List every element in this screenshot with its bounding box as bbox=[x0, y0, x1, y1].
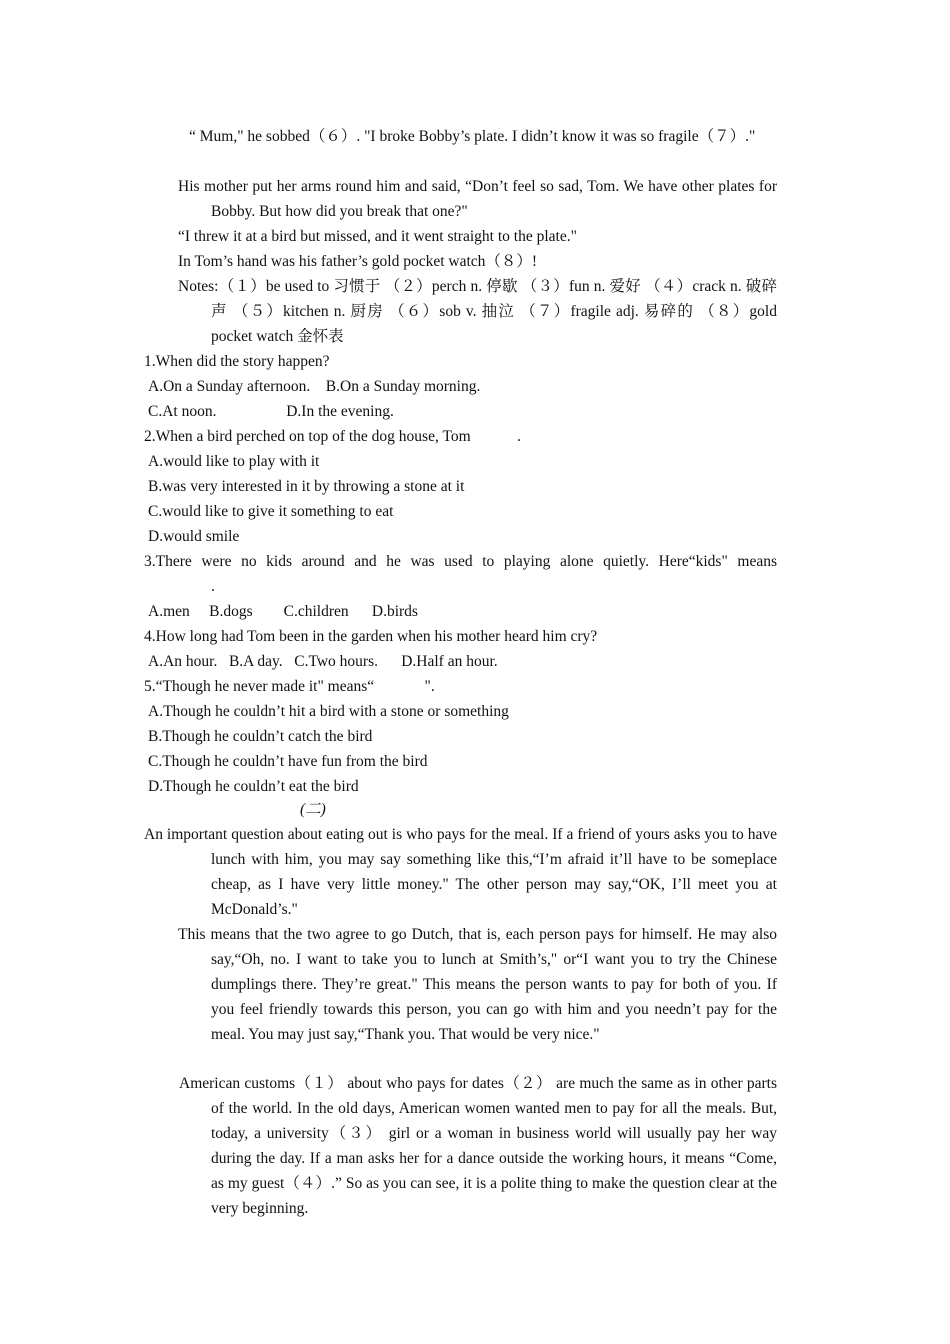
paragraph-mum bbox=[189, 124, 777, 149]
section2-paragraph-2 bbox=[178, 922, 777, 1047]
question-5-option-a: A.Though he couldn’t hit a bird with a stone or something bbox=[148, 703, 509, 720]
question-5: 5.“Though he never made it" means“ ". bbox=[144, 678, 435, 695]
question-1-options-cd: C.At noon. D.In the evening. bbox=[148, 403, 394, 420]
paragraph-hand: In Tom’s hand was his father’s gold pocket watch（８）! bbox=[178, 253, 538, 270]
paragraph-threw: “I threw it at a bird but missed, and it went straight to the plate." bbox=[178, 228, 577, 245]
section2-paragraph-3 bbox=[179, 1071, 777, 1221]
question-5-option-b: B.Though he couldn’t catch the bird bbox=[148, 728, 373, 745]
question-5-option-d: D.Though he couldn’t eat the bird bbox=[148, 778, 359, 795]
question-2-option-a: A.would like to play with it bbox=[148, 453, 320, 470]
paragraph-mother bbox=[178, 174, 777, 224]
question-1-options-ab: A.On a Sunday afternoon. B.On a Sunday morning. bbox=[148, 378, 481, 395]
paragraph-mum-text: “ Mum," he sobbed（６）. "I broke Bobby’s plate. I didn’t know it was so fragile（７）." bbox=[189, 128, 756, 145]
section2-paragraph-1-text: An important question about eating out is who pays for the meal. If a friend of yours asks you to have lunch with him, you may say something like this,“I’m afraid it’ll have to be someplace cheap, as I have very little money." The other person may say,“OK, I’ll meet you at McDonald’s." bbox=[144, 826, 777, 918]
question-2-option-c: C.would like to give it something to eat bbox=[148, 503, 394, 520]
question-3: 3.There were no kids around and he was used to playing alone quietly. Here“kids" means bbox=[144, 553, 777, 570]
section2-paragraph-2-text: This means that the two agree to go Dutch, that is, each person pays for himself. He may also say,“Oh, no. I want to take you to lunch at Smith’s," or“I want you to try the Chinese dumplings there. They’re great." This means the person wants to pay for both of you. If you feel friendly towards this person, you can go with him and you needn’t pay for the meal. You may just say,“Thank you. That would be very nice." bbox=[178, 926, 777, 1043]
question-4: 4.How long had Tom been in the garden when his mother heard him cry? bbox=[144, 628, 598, 645]
question-2: 2.When a bird perched on top of the dog house, Tom . bbox=[144, 428, 522, 445]
notes-paragraph bbox=[178, 274, 777, 349]
question-3-options: A.men B.dogs C.children D.birds bbox=[148, 603, 418, 620]
question-3-blank: . bbox=[211, 578, 215, 595]
paragraph-mother-text: His mother put her arms round him and said, “Don’t feel so sad, Tom. We have other plates for Bobby. But how did you break that one?" bbox=[178, 178, 777, 220]
notes-text: Notes:（１）be used to 习惯于 （２）perch n. 停歇 （３）fun n. 爱好 （４）crack n. 破碎声 （５）kitchen n. 厨房 （６）sob v. 抽泣 （７）fragile adj. 易碎的 （８）gold pocket watch 金怀表 bbox=[178, 278, 777, 345]
section-heading: (二) bbox=[300, 801, 326, 818]
question-2-option-b: B.was very interested in it by throwing a stone at it bbox=[148, 478, 465, 495]
question-5-option-c: C.Though he couldn’t have fun from the bird bbox=[148, 753, 428, 770]
section2-paragraph-3-text: American customs（１） about who pays for dates（２） are much the same as in other parts of the world. In the old days, American women wanted men to pay for all the meals. But, today, a university（３） girl or a woman in business world will usually pay her way during the day. If a man asks her for a dance outside the working hours, it means “Come, as my guest（４）.” So as you can see, it is a polite thing to make the question clear at the very beginning. bbox=[179, 1075, 777, 1217]
question-4-options: A.An hour. B.A day. C.Two hours. D.Half an hour. bbox=[148, 653, 498, 670]
section2-paragraph-1 bbox=[144, 822, 777, 922]
question-2-option-d: D.would smile bbox=[148, 528, 240, 545]
question-1: 1.When did the story happen? bbox=[144, 353, 330, 370]
